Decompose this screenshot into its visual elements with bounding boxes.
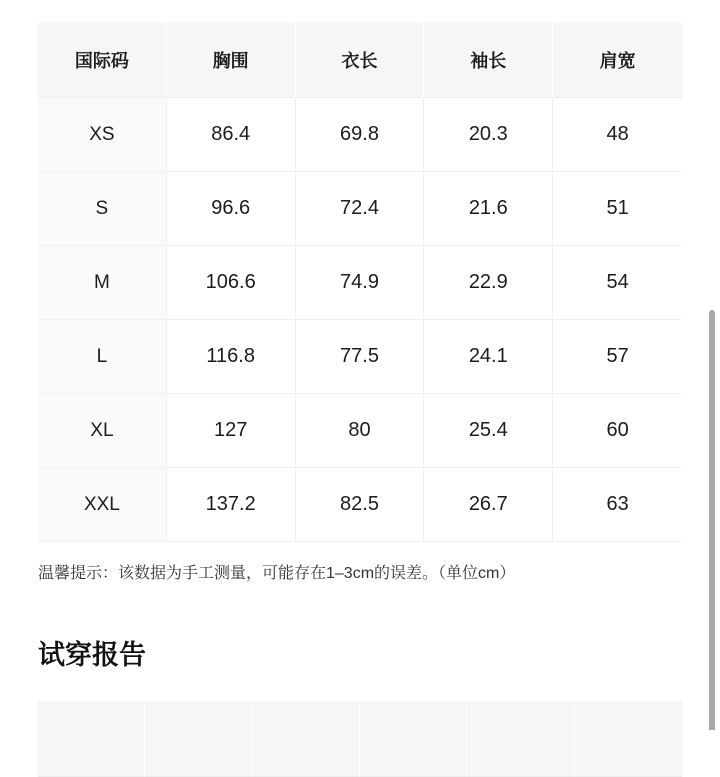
measurement-disclaimer-note: 温馨提示：该数据为手工测量，可能存在1–3cm的误差。（单位cm）	[38, 565, 516, 582]
chest-value-cell: 106.6	[167, 246, 296, 320]
fit-report-header-cell	[575, 701, 682, 777]
fit-report-header-cell	[145, 701, 252, 777]
table-row-xl	[38, 394, 682, 468]
shoulder-value-cell: 54	[553, 246, 682, 320]
length-value-cell: 72.4	[296, 172, 425, 246]
fit-report-header-cell	[360, 701, 467, 777]
shoulder-value-cell: 57	[553, 320, 682, 394]
table-row-xxl	[38, 468, 682, 542]
chest-value-cell: 86.4	[167, 98, 296, 172]
fit-report-header-cell	[467, 701, 574, 777]
sleeve-value-cell: 25.4	[424, 394, 553, 468]
fit-report-section-title: 试穿报告	[38, 640, 146, 670]
size-chart-table	[38, 22, 682, 542]
shoulder-value-cell: 63	[553, 468, 682, 542]
length-value-cell: 80	[296, 394, 425, 468]
fit-report-header-cell	[253, 701, 360, 777]
shoulder-value-cell: 48	[553, 98, 682, 172]
shoulder-value-cell: 51	[553, 172, 682, 246]
scrollbar-thumb[interactable]	[709, 310, 715, 730]
sleeve-value-cell: 22.9	[424, 246, 553, 320]
table-row-s	[38, 172, 682, 246]
fit-report-table-container	[38, 701, 682, 777]
size-label-cell: XS	[38, 98, 167, 172]
length-value-cell: 82.5	[296, 468, 425, 542]
size-chart-header-row	[38, 22, 682, 98]
length-value-cell: 77.5	[296, 320, 425, 394]
chest-value-cell: 137.2	[167, 468, 296, 542]
size-label-cell: XXL	[38, 468, 167, 542]
fit-report-header-row	[38, 701, 682, 777]
chest-value-cell: 127	[167, 394, 296, 468]
chest-value-cell: 96.6	[167, 172, 296, 246]
table-row-l	[38, 320, 682, 394]
header-cell-sleeve-length: 袖长	[424, 22, 553, 98]
size-label-cell: M	[38, 246, 167, 320]
table-row-m	[38, 246, 682, 320]
header-cell-garment-length: 衣长	[296, 22, 425, 98]
sleeve-value-cell: 24.1	[424, 320, 553, 394]
shoulder-value-cell: 60	[553, 394, 682, 468]
fit-report-table	[38, 701, 682, 777]
size-label-cell: XL	[38, 394, 167, 468]
header-cell-shoulder-width: 肩宽	[553, 22, 682, 98]
size-label-cell: L	[38, 320, 167, 394]
table-row-xs	[38, 98, 682, 172]
length-value-cell: 74.9	[296, 246, 425, 320]
sleeve-value-cell: 20.3	[424, 98, 553, 172]
fit-report-header-cell	[38, 701, 145, 777]
length-value-cell: 69.8	[296, 98, 425, 172]
size-label-cell: S	[38, 172, 167, 246]
header-cell-international-size: 国际码	[38, 22, 167, 98]
sleeve-value-cell: 21.6	[424, 172, 553, 246]
chest-value-cell: 116.8	[167, 320, 296, 394]
sleeve-value-cell: 26.7	[424, 468, 553, 542]
header-cell-chest: 胸围	[167, 22, 296, 98]
